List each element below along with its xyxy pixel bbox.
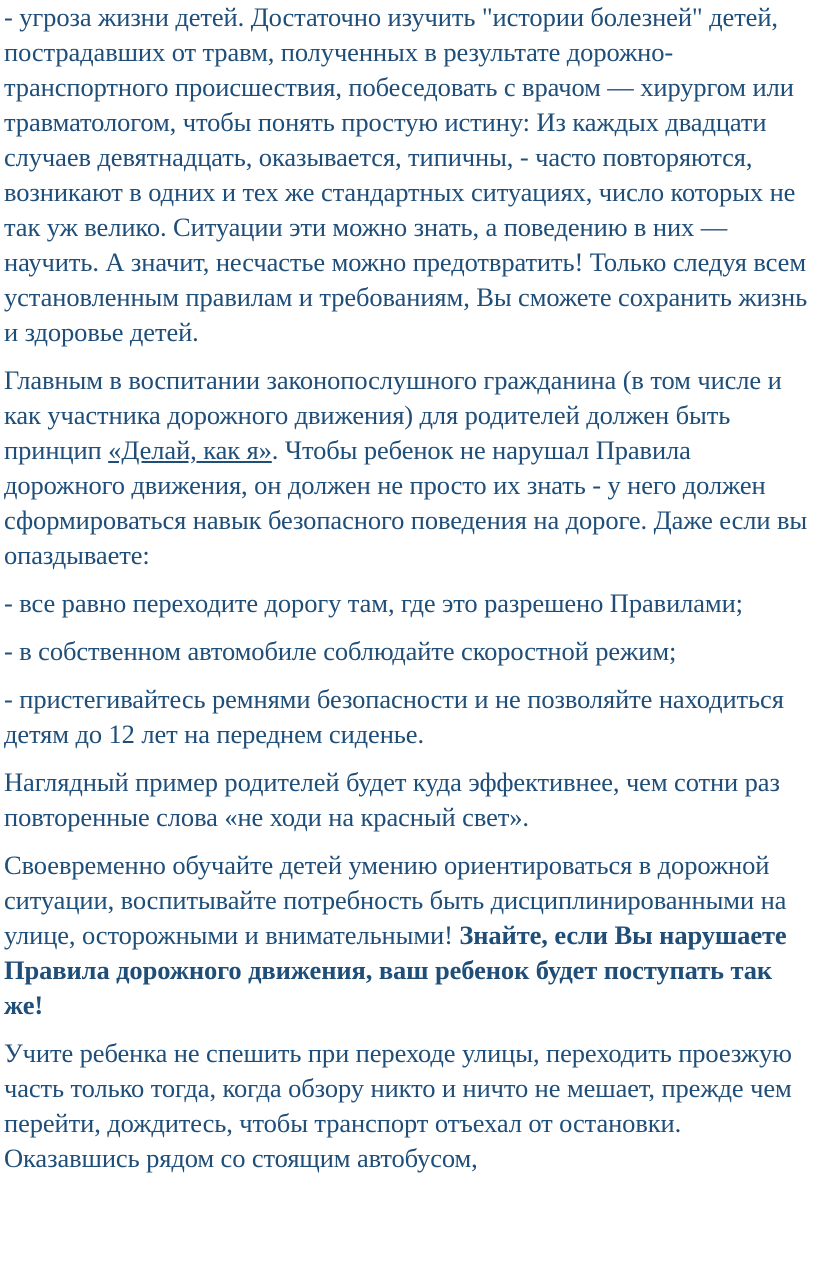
do-as-i-do-link[interactable]: «Делай, как я»	[108, 435, 272, 465]
paragraph-child-danger: - угроза жизни детей. Достаточно изучить "истории болезней" детей, пострадавших от травм, полученных в результате дорожно-транспортного происшествия, побеседовать с врачом — хирургом или травматологом, чтобы понять простую истину: Из каждых двадцати случаев девятнадцать, оказывается, типичны, - часто повторяются, возникают в одних и тех же стандартных ситуациях, число которых не так уж велико. Ситуации эти можно знать, а поведению в них — научить. А значит, несчастье можно предотвратить! Только следуя всем установленным правилам и требованиям, Вы сможете сохранить жизнь и здоровье детей.	[4, 2, 808, 347]
list-item-seat-belts: - пристегивайтесь ремнями безопасности и не позволяйте находиться детям до 12 лет на переднем сиденье.	[4, 684, 784, 749]
paragraph-do-as-i-do	[4, 363, 816, 573]
paragraph-timely-training	[4, 848, 816, 1023]
paragraph-timely-training-text: Своевременно обучайте детей умению ориентироваться в дорожной ситуации, воспитывайте потребность быть дисциплинированными на улице, осторожными и внимательными!	[4, 850, 787, 950]
paragraph-parent-example: Наглядный пример родителей будет куда эффективнее, чем сотни раз повторенные слова «не ходи на красный свет».	[4, 767, 780, 832]
paragraph-no-hurry: Учите ребенка не спешить при переходе улицы, переходить проезжую часть только тогда, когда обзору никто и ничто не мешает, прежде чем перейти, дождитесь, чтобы транспорт отъехал от остановки. Оказавшись рядом со стоящим автобусом,	[4, 1038, 792, 1173]
list-item-speed-limit: - в собственном автомобиле соблюдайте скоростной режим;	[4, 636, 677, 666]
paragraph-timely-training-warning: Знайте, если Вы нарушаете Правила дорожного движения, ваш ребенок будет поступать так же!	[4, 920, 787, 1020]
paragraph-do-as-i-do-rest: . Чтобы ребенок не нарушал Правила дорожного движения, он должен не просто их знать - у него должен сформироваться навык безопасного поведения на дороге. Даже если вы опаздываете:	[4, 435, 808, 570]
list-item-cross-road: - все равно переходите дорогу там, где это разрешено Правилами;	[4, 588, 743, 618]
paragraph-do-as-i-do-intro: Главным в воспитании законопослушного гражданина (в том числе и как участника дорожного движения) для родителей должен быть принцип	[4, 365, 782, 465]
